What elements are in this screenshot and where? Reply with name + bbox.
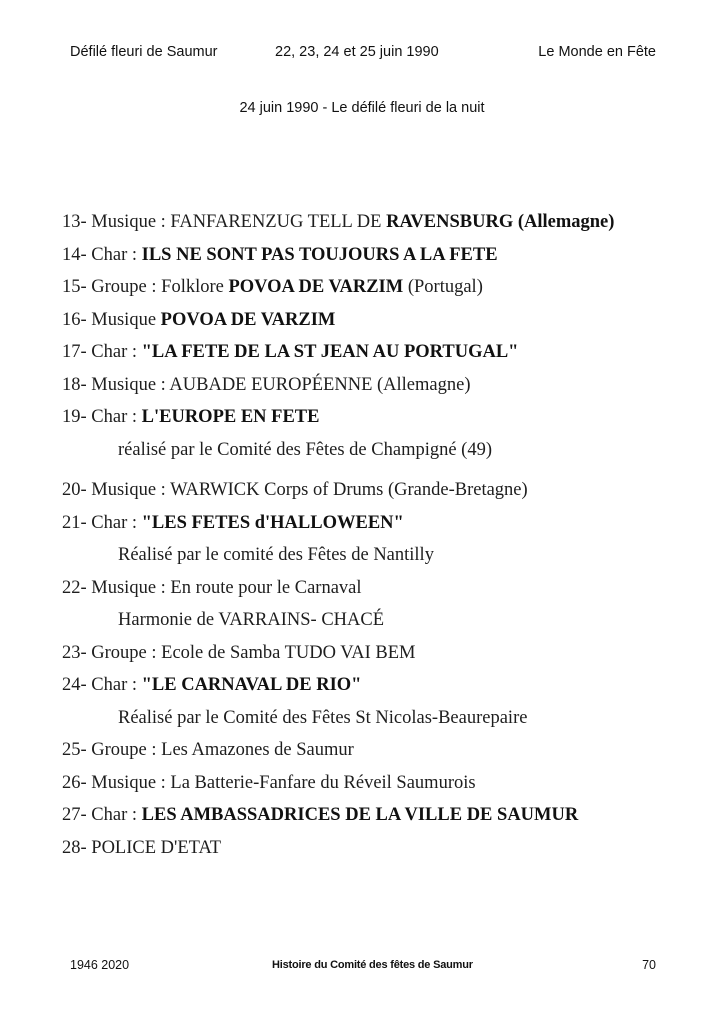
list-item: 13- Musique : FANFARENZUG TELL DE RAVENSBURG (Allemagne) — [62, 212, 615, 232]
page-number: 70 — [642, 958, 656, 972]
footer-years: 1946 2020 — [70, 958, 130, 972]
footer-title: Histoire du Comité des fêtes de Saumur — [272, 959, 473, 971]
list-item: 18- Musique : AUBADE EUROPÉENNE (Allemagne) — [62, 374, 471, 395]
list-item-detail: Harmonie de VARRAINS- CHACÉ — [118, 610, 385, 630]
list-item-detail: Réalisé par le Comité des Fêtes St Nicolas-Beaurepaire — [118, 707, 528, 728]
header-right: Le Monde en Fête — [538, 44, 656, 60]
list-item: 23- Groupe : Ecole de Samba TUDO VAI BEM — [62, 642, 416, 663]
header-left: Défilé fleuri de Saumur — [70, 44, 218, 60]
page-subtitle: 24 juin 1990 - Le défilé fleuri de la nuit — [239, 100, 485, 116]
list-item-detail: Réalisé par le comité des Fêtes de Nantilly — [118, 545, 434, 565]
list-item: 21- Char : "LES FETES d'HALLOWEEN" — [62, 512, 404, 533]
parade-list — [62, 206, 702, 864]
list-item-detail: réalisé par le Comité des Fêtes de Champigné (49) — [118, 439, 493, 460]
list-item: 28- POLICE D'ETAT — [62, 837, 222, 858]
list-item: 26- Musique : La Batterie-Fanfare du Réveil Saumurois — [62, 772, 476, 793]
list-item: 14- Char : ILS NE SONT PAS TOUJOURS A LA FETE — [62, 244, 498, 265]
header-date: 22, 23, 24 et 25 juin 1990 — [275, 44, 439, 60]
list-item: 24- Char : "LE CARNAVAL DE RIO" — [62, 675, 362, 695]
list-item: 27- Char : LES AMBASSADRICES DE LA VILLE DE SAUMUR — [62, 805, 579, 825]
list-item: 15- Groupe : Folklore POVOA DE VARZIM (Portugal) — [62, 277, 483, 297]
list-item: 22- Musique : En route pour le Carnaval — [62, 577, 362, 598]
list-item: 16- Musique POVOA DE VARZIM — [62, 309, 336, 330]
list-item: 17- Char : "LA FETE DE LA ST JEAN AU PORTUGAL" — [62, 342, 519, 362]
list-item: 25- Groupe : Les Amazones de Saumur — [62, 740, 354, 760]
list-item: 20- Musique : WARWICK Corps of Drums (Grande-Bretagne) — [62, 480, 528, 500]
list-item: 19- Char : L'EUROPE EN FETE — [62, 407, 320, 427]
